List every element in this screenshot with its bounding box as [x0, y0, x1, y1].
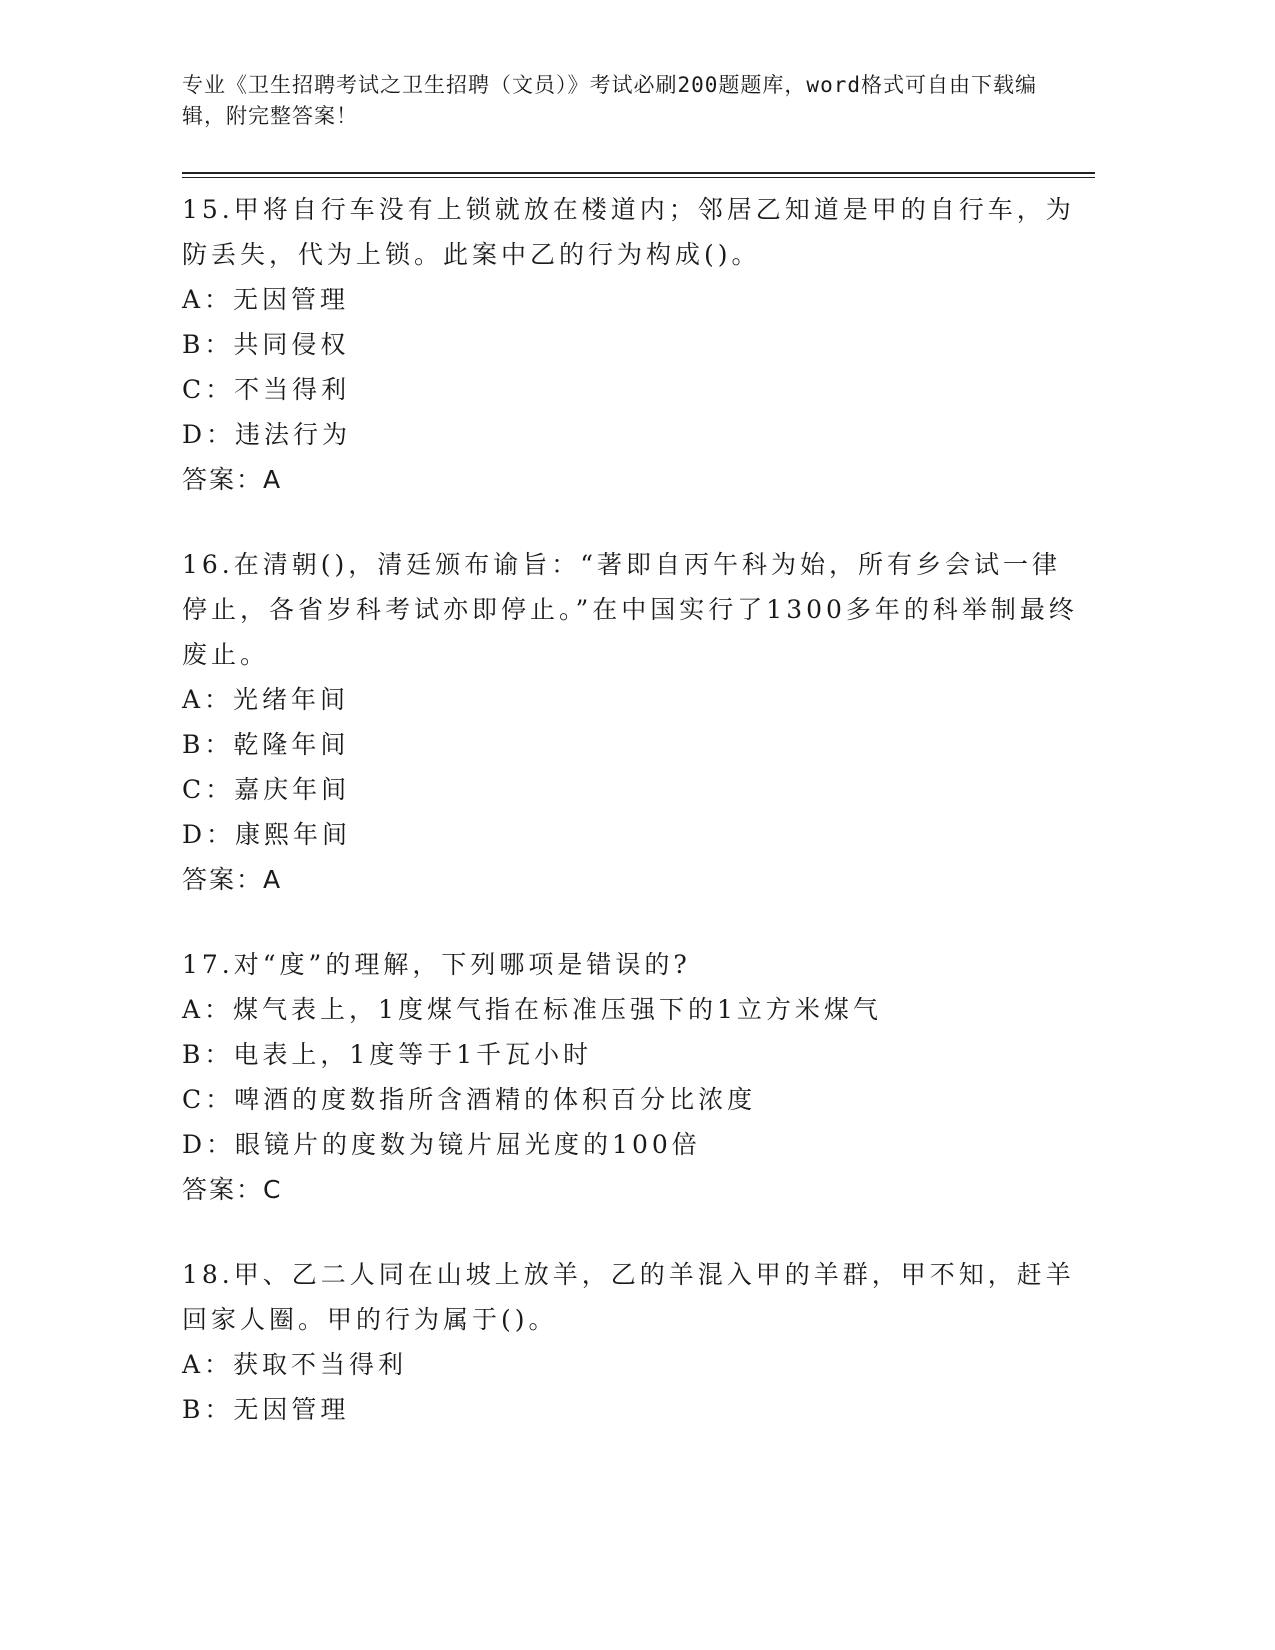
question-stem: 15.甲将自行车没有上锁就放在楼道内；邻居乙知道是甲的自行车，为防丢失，代为上锁。此案中乙的行为构成()。 — [182, 195, 1075, 269]
option-b: B：无因管理 — [182, 1395, 350, 1424]
option-d: D：康熙年间 — [182, 820, 352, 849]
question-16 — [182, 542, 1082, 902]
option-a: A：获取不当得利 — [182, 1350, 408, 1379]
question-17 — [182, 942, 1082, 1212]
question-stem: 17.对“度”的理解，下列哪项是错误的? — [182, 950, 691, 979]
question-stem: 16.在清朝()，清廷颁布谕旨：“著即自丙午科为始，所有乡会试一律停止，各省岁科考试亦即停止。”在中国实行了1300多年的科举制最终废止。 — [182, 550, 1078, 669]
option-a: A：煤气表上，1度煤气指在标准压强下的1立方米煤气 — [182, 995, 882, 1024]
option-c: C：嘉庆年间 — [182, 775, 351, 804]
header-divider-thick — [182, 172, 1095, 174]
question-list — [182, 187, 1082, 1472]
option-a: A：无因管理 — [182, 285, 350, 314]
answer-line: 答案：C — [182, 1175, 283, 1204]
question-18 — [182, 1252, 1082, 1432]
question-15 — [182, 187, 1082, 502]
answer-line: 答案：A — [182, 465, 283, 494]
option-b: B：电表上，1度等于1千瓦小时 — [182, 1040, 593, 1069]
option-c: C：不当得利 — [182, 375, 351, 404]
document-header: 专业《卫生招聘考试之卫生招聘（文员）》考试必刷200题题库，word格式可自由下载编辑，附完整答案！ — [182, 73, 1037, 128]
option-b: B：共同侵权 — [182, 330, 350, 359]
option-b: B：乾隆年间 — [182, 730, 350, 759]
option-d: D：违法行为 — [182, 420, 352, 449]
option-a: A：光绪年间 — [182, 685, 350, 714]
question-stem: 18.甲、乙二人同在山坡上放羊，乙的羊混入甲的羊群，甲不知，赶羊回家人圈。甲的行为属于()。 — [182, 1260, 1075, 1334]
header-divider-thin — [182, 177, 1095, 178]
option-d: D：眼镜片的度数为镜片屈光度的100倍 — [182, 1130, 701, 1159]
option-c: C：啤酒的度数指所含酒精的体积百分比浓度 — [182, 1085, 757, 1114]
answer-line: 答案：A — [182, 865, 283, 894]
